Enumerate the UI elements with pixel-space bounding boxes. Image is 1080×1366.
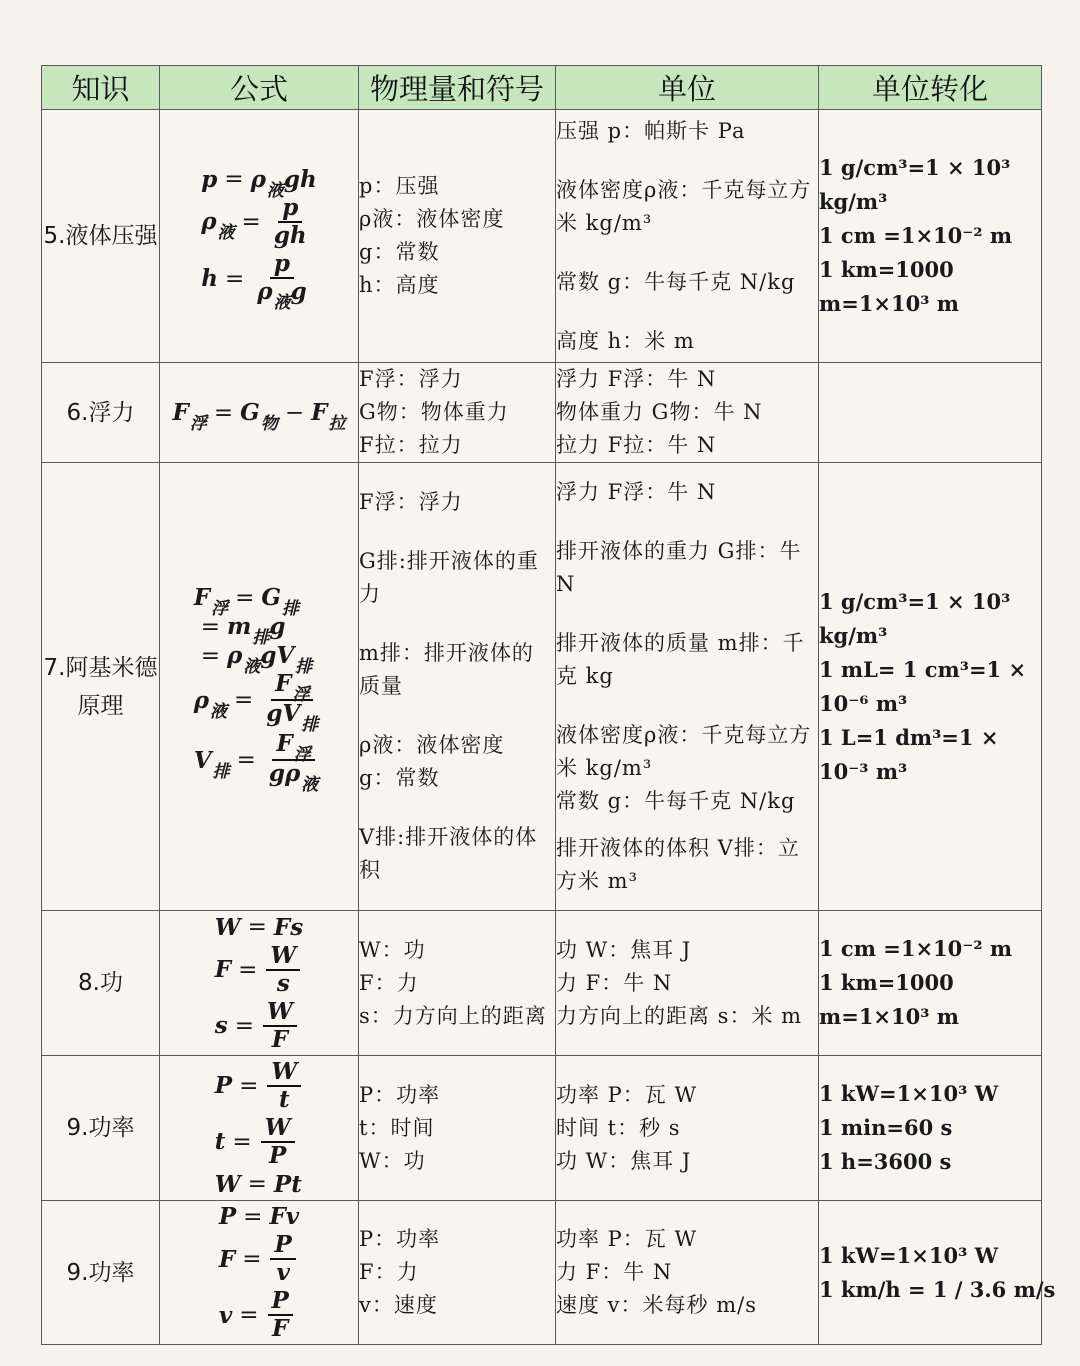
conversion-line: 1 cm =1×10⁻² m [819,936,1013,961]
header-formula: 公式 [160,66,359,110]
conversion-cell [819,463,1042,911]
topic-cell: 8.功 [42,911,160,1056]
formula-line: F = $\frac{W}{s}$ [215,943,303,997]
header-row [42,66,1042,110]
unit-line: 功率 P：瓦 W [556,1082,698,1107]
topic-cell: 9.功率 [42,1201,160,1345]
formula-cell [160,1056,359,1201]
formula-cell [160,1201,359,1345]
table-row [42,1056,1042,1201]
formula-line: h = $\frac{p}{\rho_液g}$ [201,249,307,313]
symbol-cell [359,1201,556,1345]
formula-line: P = Fv [218,1203,300,1230]
formula-line: V 排 = $\frac{F_浮}{g\rho_液}$ [193,730,319,795]
unit-line: 浮力 F浮：牛 N [556,367,717,391]
formula-line: t = $\frac{W}{P}$ [215,1115,303,1169]
topic-cell: 7.阿基米德原理 [42,463,160,911]
unit-line: 常数 g：牛每千克 N/kg [556,788,796,813]
header-topic: 知识 [42,66,160,110]
conversion-line: 1 mL= 1 cm³=1 × 10⁻⁶ m³ [819,656,1027,716]
unit-line: 力方向上的距离 s：米 m [556,1003,803,1028]
formula-line: F 浮 = G 物 − F 拉 [172,399,346,434]
topic-cell: 5.液体压强 [42,110,160,363]
table-row [42,911,1042,1056]
formula-line: W = Fs [214,913,304,941]
unit-line: 功 W：焦耳 J [556,937,692,962]
formula-line: s = $\frac{W}{F}$ [215,999,303,1053]
symbol-line: m排：排开液体的质量 [359,641,534,698]
symbol-line: s：力方向上的距离 [359,1003,547,1028]
symbol-cell [359,363,556,463]
table-row [42,1201,1042,1345]
unit-line: 浮力 F浮：牛 N [556,479,717,504]
symbol-line: V排:排开液体的体积 [359,825,538,882]
symbol-line: g：常数 [359,240,440,264]
symbol-line: W：功 [359,937,426,962]
unit-line: 速度 v：米每秒 m/s [556,1293,757,1317]
topic-cell: 6.浮力 [42,363,160,463]
symbol-line: G物：物体重力 [359,400,509,424]
formula-line: = ρ 液 gV 排 [200,642,313,677]
symbol-line: v：速度 [359,1293,438,1317]
conversion-line: 1 g/cm³=1 × 10³ kg/m³ [819,588,1011,648]
conversion-cell [819,1201,1056,1345]
symbol-line: P：功率 [359,1227,441,1251]
header-units: 单位 [556,66,819,110]
unit-cell [556,463,819,911]
formula-line: = m 排 g [200,613,286,648]
unit-line: 拉力 F拉：牛 N [556,433,717,457]
formula-cell [160,463,359,911]
unit-line: 排开液体的重力 G排：牛 N [556,538,802,596]
symbol-cell [359,110,556,363]
conversion-cell [819,1056,1042,1201]
physics-formula-table [41,65,1056,1345]
unit-line: 液体密度ρ液：千克每立方米 kg/m³ [556,722,812,780]
table-row [42,463,1042,911]
unit-cell [556,1201,819,1345]
formula-cell [160,911,359,1056]
unit-line: 常数 g：牛每千克 N/kg [556,269,796,294]
conversion-cell-empty [819,363,1042,463]
symbol-line: F浮：浮力 [359,367,463,391]
symbol-line: P：功率 [359,1082,441,1107]
symbol-line: t：时间 [359,1115,435,1140]
unit-line: 力 F：牛 N [556,970,673,995]
formula-line: W = Pt [214,1170,302,1198]
unit-cell [556,911,819,1056]
formula-line: p = ρ 液 gh [201,165,317,201]
symbol-line: ρ液：液体密度 [359,207,505,231]
header-conversion: 单位转化 [819,66,1042,110]
symbol-line: ρ液：液体密度 [359,733,505,757]
formula-line: v = $\frac{P}{F}$ [219,1288,299,1342]
conversion-line: 1 kW=1×10³ W [819,1081,999,1106]
unit-line: 排开液体的质量 m排：千克 kg [556,630,805,688]
symbol-line: F：力 [359,970,419,995]
conversion-line: 1 g/cm³=1 × 10³ kg/m³ [819,155,1011,214]
unit-line: 液体密度ρ液：千克每立方米 kg/m³ [556,177,812,235]
symbol-line: W：功 [359,1148,426,1173]
conversion-line: 1 h=3600 s [819,1149,952,1174]
unit-line: 力 F：牛 N [556,1260,673,1284]
symbol-cell [359,463,556,911]
formula-line: P = $\frac{W}{t}$ [215,1059,303,1113]
symbol-line: F浮：浮力 [359,490,463,514]
unit-line: 压强 p：帕斯卡 Pa [556,118,746,143]
symbol-line: h：高度 [359,273,440,297]
unit-line: 功率 P：瓦 W [556,1227,698,1251]
table-row [42,110,1042,363]
formula-cell [160,110,359,363]
unit-line: 时间 t：秒 s [556,1115,681,1140]
symbol-line: p：压强 [359,174,440,198]
table-row [42,363,1042,463]
symbol-cell [359,911,556,1056]
conversion-line: 1 kW=1×10³ W [819,1242,999,1268]
symbol-line: g：常数 [359,766,440,790]
conversion-line: 1 min=60 s [819,1115,953,1140]
symbol-line: F拉：拉力 [359,433,463,457]
unit-line: 高度 h：米 m [556,328,695,353]
conversion-line: 1 km=1000 m=1×10³ m [819,970,959,1029]
conversion-cell [819,911,1042,1056]
conversion-line: 1 km/h = 1 / 3.6 m/s [819,1276,1056,1302]
symbol-cell [359,1056,556,1201]
unit-cell [556,363,819,463]
symbol-line: F：力 [359,1260,419,1284]
formula-line: ρ 液 = $\frac{F_浮}{gV_排}$ [193,670,319,735]
unit-line: 物体重力 G物：牛 N [556,400,763,424]
conversion-cell [819,110,1042,363]
unit-cell [556,110,819,363]
unit-cell [556,1056,819,1201]
unit-line: 功 W：焦耳 J [556,1148,692,1173]
conversion-line: 1 cm =1×10⁻² m [819,223,1013,248]
header-symbols: 物理量和符号 [359,66,556,110]
conversion-line: 1 L=1 dm³=1 × 10⁻³ m³ [819,724,999,784]
formula-line: F = $\frac{P}{v}$ [219,1232,299,1286]
formula-line: ρ 液 = $\frac{p}{gh}$ [201,193,307,249]
symbol-line: G排:排开液体的重力 [359,549,539,606]
unit-line: 排开液体的体积 V排：立方米 m³ [556,835,800,893]
topic-cell: 9.功率 [42,1056,160,1201]
formula-cell [160,363,359,463]
conversion-line: 1 km=1000 m=1×10³ m [819,257,959,316]
formula-line: F 浮 = G 排 [193,584,300,619]
